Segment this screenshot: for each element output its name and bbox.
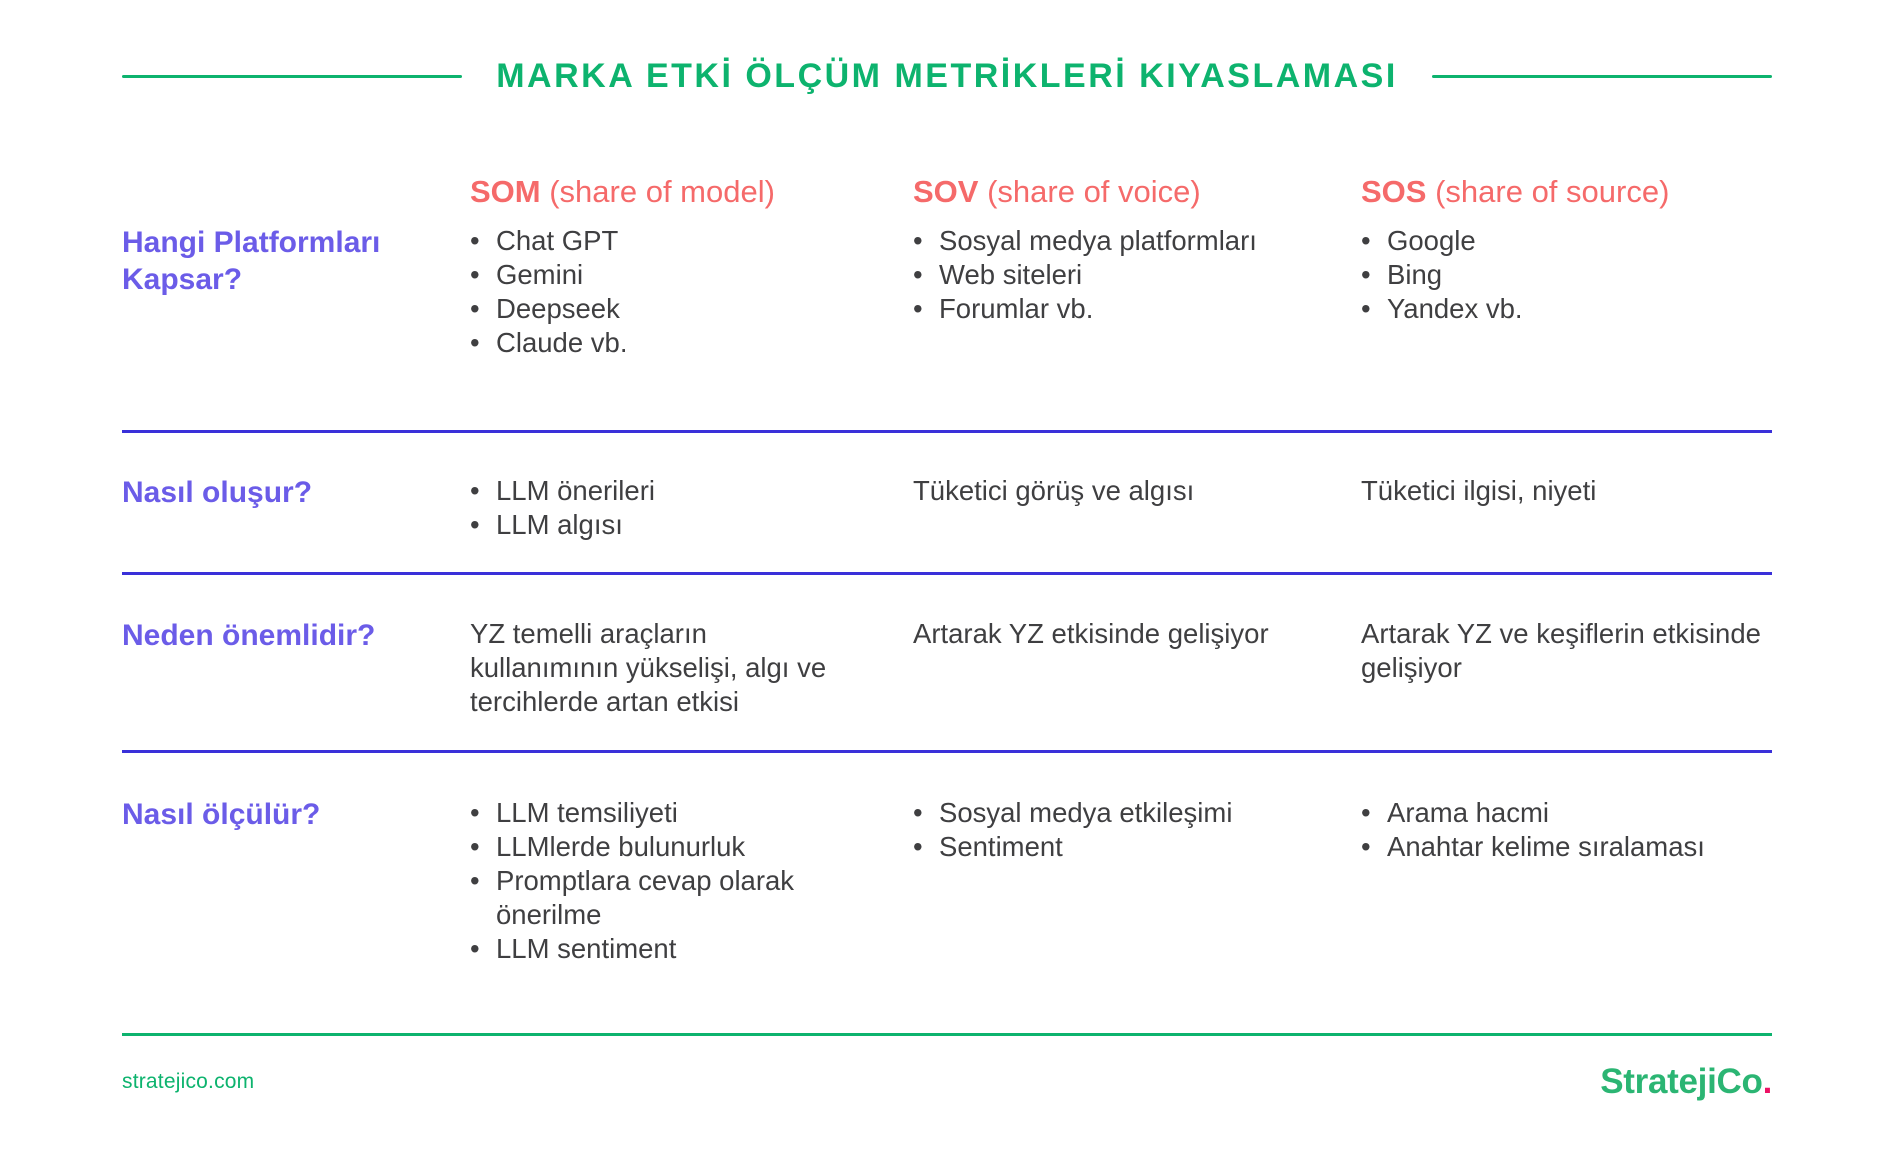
table-cell [1361,474,1772,542]
table-row-nasil-olculur [122,753,1772,1036]
comparison-table [122,174,1772,1036]
footer [122,1036,1772,1102]
list-item: • LLM algısı [470,508,796,542]
list-item: • LLM önerileri [470,474,796,508]
row-label-neden-onemlidir: Neden önemlidir? [122,619,376,652]
bullet-list [913,796,1361,864]
brand-logo [1600,1062,1772,1102]
list-item: • Sentiment [913,830,1283,864]
bullet-list [470,474,913,542]
list-item: • Gemini [470,258,796,292]
bullet-list [1361,796,1772,864]
column-subtitle: (share of source) [1426,174,1670,209]
table-cell [470,224,913,360]
bullet-list [470,796,913,966]
list-item: • Deepseek [470,292,796,326]
cell-text: YZ temelli araçların kullanımının yükselişi, algı ve tercihlerde artan etkisi [470,618,827,717]
table-cell [470,796,913,966]
table-row-nasil-olusur [122,433,1772,575]
list-item: • LLMlerde bulunurluk [470,830,796,864]
list-item: • LLM sentiment [470,932,796,966]
table-header-row [122,174,1772,224]
title-rule-right [1432,75,1772,78]
cell-text: Artarak YZ ve keşiflerin etkisinde gelişiyor [1361,618,1761,683]
list-item: • Sosyal medya platformları [913,224,1283,258]
list-item: • Arama hacmi [1361,796,1772,830]
table-cell [913,617,1361,719]
corner-cell [122,174,470,210]
cell-text: Artarak YZ etkisinde gelişiyor [913,618,1269,649]
list-item: • LLM temsiliyeti [470,796,796,830]
bullet-list [913,224,1361,326]
list-item: • Web siteleri [913,258,1283,292]
cell-text: Tüketici ilgisi, niyeti [1361,475,1597,506]
list-item: • Forumlar vb. [913,292,1283,326]
title-rule-left [122,75,462,78]
list-item: • Promptlara cevap olarak önerilme [470,864,796,932]
table-cell [913,224,1361,360]
list-item: • Claude vb. [470,326,796,360]
title-section [122,56,1772,96]
column-abbr: SOM [470,174,541,209]
bullet-list [1361,224,1772,326]
table-cell [913,796,1361,966]
list-item: • Sosyal medya etkileşimi [913,796,1283,830]
logo-dot: . [1762,1062,1772,1101]
table-cell [470,474,913,542]
table-row-hangi-platformlari-kapsar [122,224,1772,433]
table-cell [1361,224,1772,360]
infographic-page [0,56,1894,1162]
column-header-som [470,174,913,210]
column-subtitle: (share of model) [540,174,775,209]
row-label-nasil-olculur: Nasıl ölçülür? [122,798,321,831]
column-abbr: SOV [913,174,979,209]
table-cell [1361,796,1772,966]
list-item: • Google [1361,224,1772,258]
website-link[interactable]: stratejico.com [122,1070,255,1093]
list-item: • Chat GPT [470,224,796,258]
column-abbr: SOS [1361,174,1427,209]
table-cell [913,474,1361,542]
row-label-nasil-olusur: Nasıl oluşur? [122,476,313,509]
cell-text: Tüketici görüş ve algısı [913,475,1195,506]
list-item: • Anahtar kelime sıralaması [1361,830,1772,864]
column-header-sov [913,174,1361,210]
table-row-neden-onemlidir [122,575,1772,753]
table-cell [1361,617,1772,719]
column-subtitle: (share of voice) [978,174,1201,209]
list-item: • Yandex vb. [1361,292,1772,326]
column-header-sos [1361,174,1772,210]
table-cell [470,617,913,719]
bullet-list [470,224,913,360]
list-item: • Bing [1361,258,1772,292]
page-title: MARKA ETKİ ÖLÇÜM METRİKLERİ KIYASLAMASI [496,57,1398,95]
row-label-hangi-platformlari-kapsar: Hangi Platformları Kapsar? [122,226,381,296]
logo-text: StratejiCo [1600,1062,1763,1101]
